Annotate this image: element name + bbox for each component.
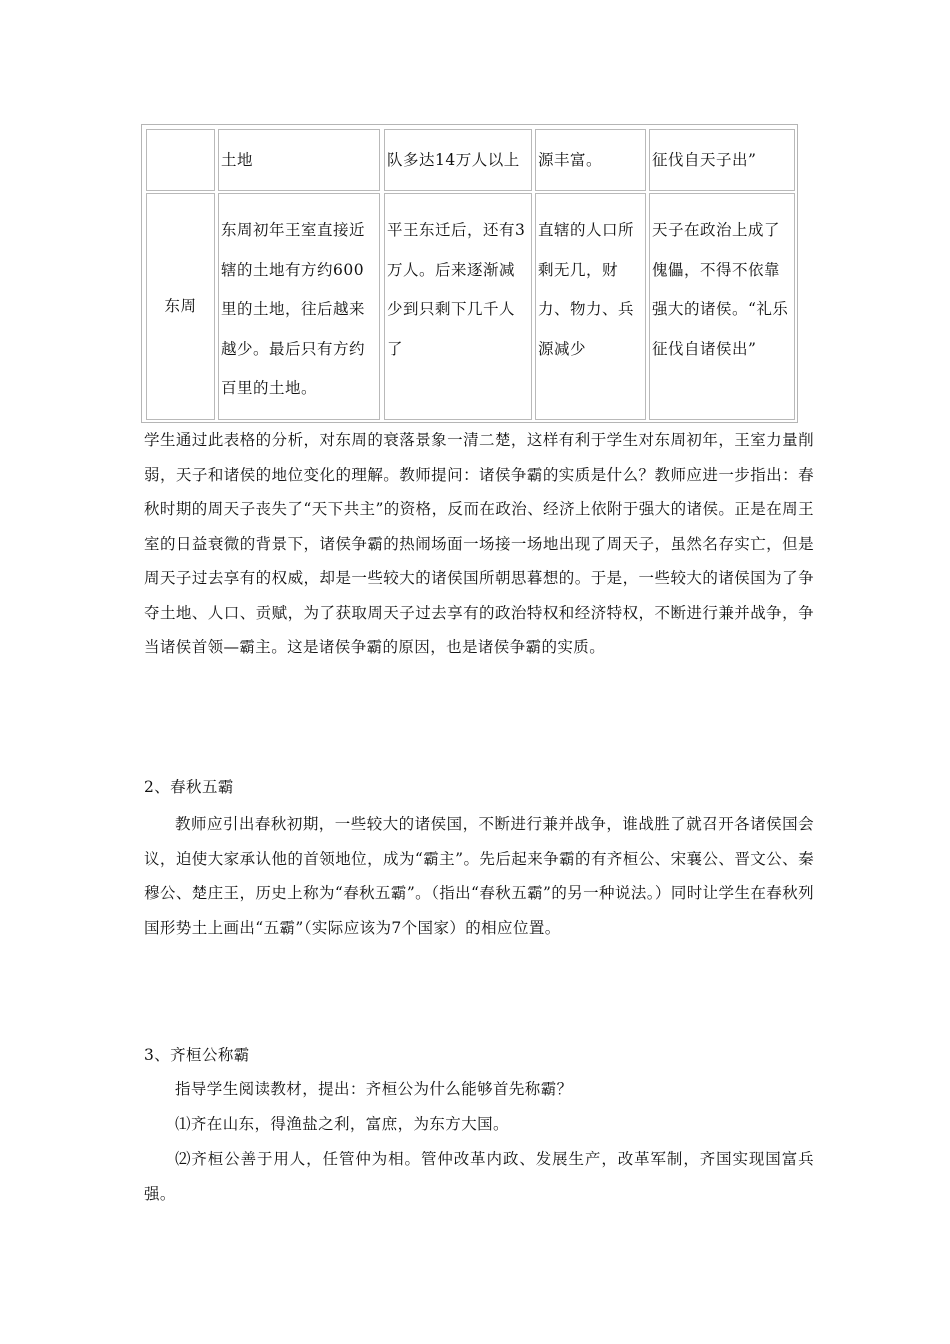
table-cell: 直辖的人口所剩无几，财力、物力、兵源减少 [535, 193, 646, 420]
row-label-cell [146, 129, 215, 191]
list-item: ⑵齐桓公善于用人，任管仲为相。管仲改革内政、发展生产，改革军制，齐国实现国富兵强。 [144, 1150, 814, 1203]
table-cell: 东周初年王室直接近辖的土地有方约600里的土地，往后越来越少。最后只有方约百里的土地。 [218, 193, 380, 420]
table-cell: 土地 [218, 129, 380, 191]
table-row [146, 129, 793, 191]
table-cell: 征伐自天子出” [649, 129, 795, 191]
table-row [146, 193, 793, 420]
table-cell: 源丰富。 [535, 129, 646, 191]
table-cell: 天子在政治上成了傀儡，不得不依靠强大的诸侯。“礼乐征伐自诸侯出” [649, 193, 795, 420]
comparison-table [141, 124, 798, 423]
section-heading: 2、春秋五霸 [144, 778, 234, 796]
analysis-paragraph: 学生通过此表格的分析，对东周的衰落景象一清二楚，这样有利于学生对东周初年，王室力量削弱，天子和诸侯的地位变化的理解。教师提问：诸侯争霸的实质是什么？教师应进一步指出：春秋时期的周天子丧失了“天下共主”的资格，反而在政治、经济上依附于强大的诸侯。正是在周王室的日益衰微的背景下，诸侯争霸的热闹场面一场接一场地出现了周天子，虽然名存实亡，但是周天子过去享有的权威，却是一些较大的诸侯国所朝思暮想的。于是，一些较大的诸侯国为了争夺土地、人口、贡赋，为了获取周天子过去享有的政治特权和经济特权，不断进行兼并战争，争当诸侯首领—霸主。这是诸侯争霸的原因，也是诸侯争霸的实质。 [144, 431, 814, 656]
row-label-cell: 东周 [146, 193, 215, 420]
list-item: ⑴齐在山东，得渔盐之利，富庶，为东方大国。 [175, 1115, 509, 1133]
body-paragraph: 教师应引出春秋初期，一些较大的诸侯国，不断进行兼并战争，谁战胜了就召开各诸侯国会议，迫使大家承认他的首领地位，成为“霸主”。先后起来争霸的有齐桓公、宋襄公、晋文公、秦穆公、楚庄王，历史上称为“春秋五霸”。（指出“春秋五霸”的另一种说法。）同时让学生在春秋列国形势土上画出“五霸”（实际应该为7个国家）的相应位置。 [144, 815, 814, 937]
table-cell: 平王东迁后，还有3万人。后来逐渐减少到只剩下几千人了 [384, 193, 532, 420]
body-paragraph: 指导学生阅读教材，提出：齐桓公为什么能够首先称霸？ [175, 1080, 573, 1098]
table-cell: 队多达14万人以上 [384, 129, 532, 191]
section-heading: 3、齐桓公称霸 [144, 1046, 250, 1064]
